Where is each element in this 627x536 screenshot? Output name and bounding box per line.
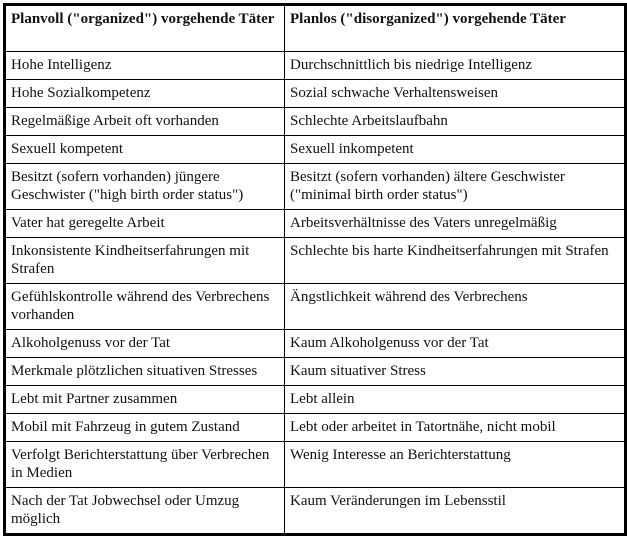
- table-row: [5, 52, 626, 80]
- cell-disorganized: Wenig Interesse an Berichterstattung: [285, 442, 626, 488]
- header-organized: Planvoll ("organized") vorgehende Täter: [5, 5, 285, 52]
- cell-disorganized: Ängstlichkeit während des Verbrechens: [285, 284, 626, 330]
- cell-disorganized: Besitzt (sofern vorhanden) ältere Geschwister ("minimal birth order status"): [285, 164, 626, 210]
- cell-organized: Hohe Sozialkompetenz: [5, 80, 285, 108]
- cell-organized: Lebt mit Partner zusammen: [5, 386, 285, 414]
- table-row: [5, 330, 626, 358]
- header-row: [5, 5, 626, 52]
- cell-disorganized: Kaum situativer Stress: [285, 358, 626, 386]
- table-row: [5, 386, 626, 414]
- cell-organized: Gefühlskontrolle während des Verbrechens vorhanden: [5, 284, 285, 330]
- cell-disorganized: Sozial schwache Verhaltensweisen: [285, 80, 626, 108]
- table-row: [5, 238, 626, 284]
- comparison-table: [3, 3, 627, 536]
- table-row: [5, 108, 626, 136]
- cell-organized: Hohe Intelligenz: [5, 52, 285, 80]
- cell-organized: Inkonsistente Kindheitserfahrungen mit Strafen: [5, 238, 285, 284]
- cell-organized: Vater hat geregelte Arbeit: [5, 210, 285, 238]
- table-row: [5, 442, 626, 488]
- table-row: [5, 80, 626, 108]
- cell-disorganized: Sexuell inkompetent: [285, 136, 626, 164]
- cell-organized: Sexuell kompetent: [5, 136, 285, 164]
- table-row: [5, 210, 626, 238]
- cell-disorganized: Kaum Veränderungen im Lebensstil: [285, 488, 626, 535]
- table-row: [5, 164, 626, 210]
- table-row: [5, 358, 626, 386]
- cell-organized: Nach der Tat Jobwechsel oder Umzug möglich: [5, 488, 285, 535]
- cell-organized: Verfolgt Berichterstattung über Verbrechen in Medien: [5, 442, 285, 488]
- cell-disorganized: Kaum Alkoholgenuss vor der Tat: [285, 330, 626, 358]
- cell-organized: Alkoholgenuss vor der Tat: [5, 330, 285, 358]
- table-row: [5, 414, 626, 442]
- cell-organized: Mobil mit Fahrzeug in gutem Zustand: [5, 414, 285, 442]
- cell-disorganized: Durchschnittlich bis niedrige Intelligenz: [285, 52, 626, 80]
- table-row: [5, 284, 626, 330]
- cell-disorganized: Schlechte Arbeitslaufbahn: [285, 108, 626, 136]
- cell-disorganized: Arbeitsverhältnisse des Vaters unregelmäßig: [285, 210, 626, 238]
- cell-disorganized: Schlechte bis harte Kindheitserfahrungen mit Strafen: [285, 238, 626, 284]
- table-row: [5, 136, 626, 164]
- cell-organized: Besitzt (sofern vorhanden) jüngere Geschwister ("high birth order status"): [5, 164, 285, 210]
- cell-disorganized: Lebt oder arbeitet in Tatortnähe, nicht mobil: [285, 414, 626, 442]
- header-disorganized: Planlos ("disorganized") vorgehende Täter: [285, 5, 626, 52]
- table-row: [5, 488, 626, 535]
- cell-organized: Merkmale plötzlichen situativen Stresses: [5, 358, 285, 386]
- cell-disorganized: Lebt allein: [285, 386, 626, 414]
- cell-organized: Regelmäßige Arbeit oft vorhanden: [5, 108, 285, 136]
